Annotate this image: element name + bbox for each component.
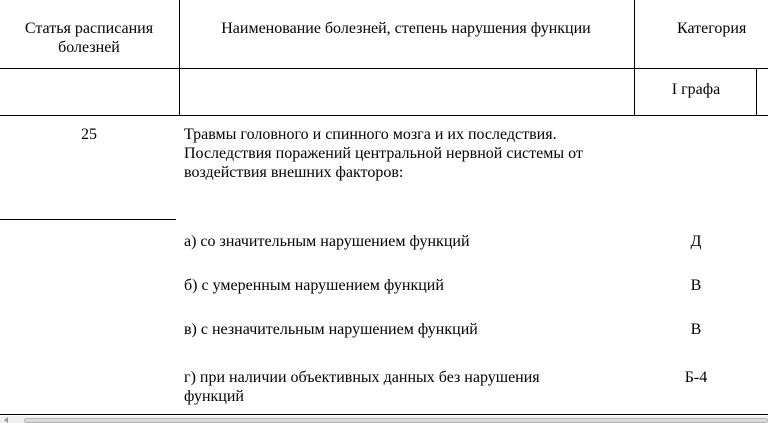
scroll-left-arrow-icon[interactable] — [4, 417, 8, 423]
article-number-underline — [0, 219, 176, 220]
item-category: В — [690, 321, 702, 338]
scrollbar-thumb[interactable] — [24, 418, 768, 423]
column-divider-2 — [634, 0, 635, 116]
item-text: г) при наличии объективных данных без нарушения функций — [184, 369, 540, 405]
header-disease-name: Наименование болезней, степень нарушения функции — [221, 20, 591, 37]
subheader-bottom-border — [0, 115, 768, 116]
column-divider-3 — [756, 68, 757, 116]
item-text: б) с умеренным нарушением функций — [184, 277, 444, 294]
header-category: Категория — [677, 20, 747, 37]
table-bottom-border — [0, 414, 768, 415]
item-text: в) с незначительным нарушением функций — [184, 321, 478, 338]
article-number: 25 — [81, 126, 97, 143]
item-category: В — [690, 277, 702, 294]
header-article-number: Статья расписания болезней — [24, 20, 154, 56]
item-category: Б-4 — [684, 369, 708, 386]
header-divider — [0, 68, 768, 69]
article-title: Травмы головного и спинного мозга и их последствия. Последствия поражений центральной нервной системы от воздействия внешних факторов: — [184, 126, 583, 181]
item-text: а) со значительным нарушением функций — [184, 233, 470, 250]
header-column-i: I графа — [671, 81, 721, 98]
item-category: Д — [690, 233, 702, 250]
column-divider-1 — [179, 0, 180, 116]
